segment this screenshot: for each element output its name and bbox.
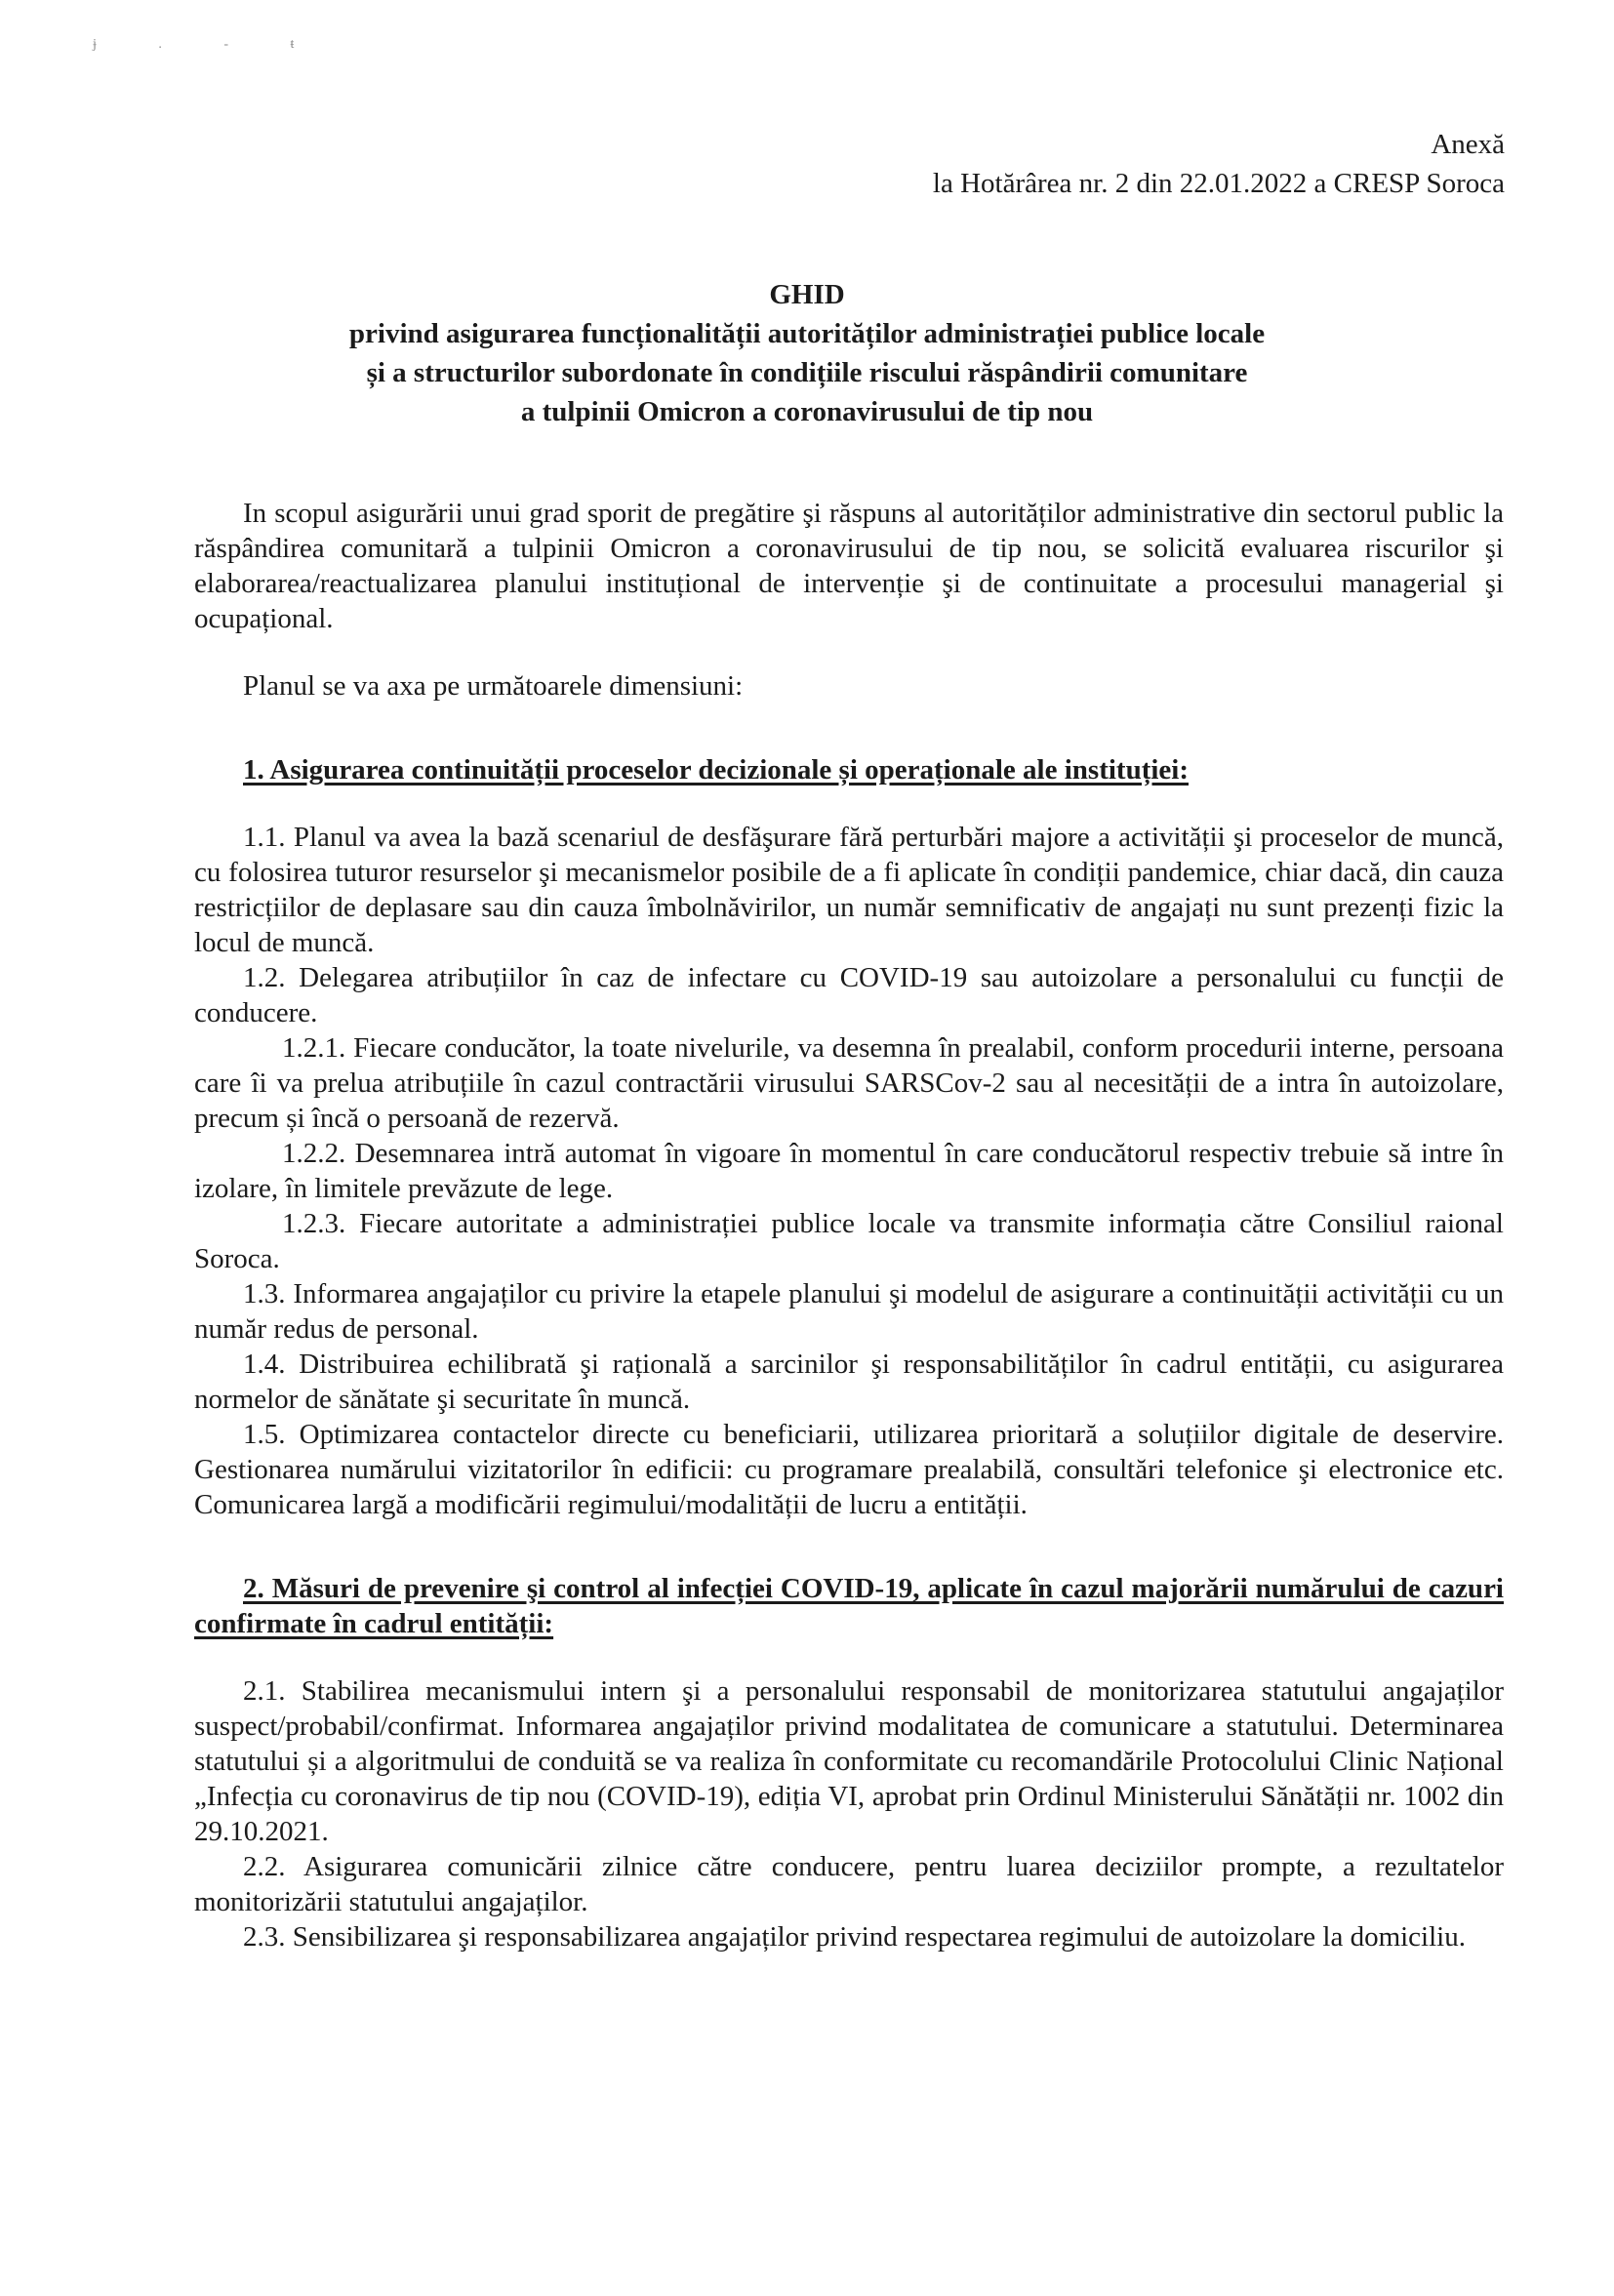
item-text: Delegarea atribuțiilor în caz de infectare cu COVID-19 sau autoizolare a personalului cu funcții de conducere.: [194, 962, 1504, 1028]
item-number: 1.2.3.: [282, 1208, 346, 1239]
item-number: 1.1.: [243, 822, 286, 853]
item-text: Optimizarea contactelor directe cu beneficiarii, utilizarea prioritară a soluțiilor digitale de deservire. Gestionarea numărului vizitatorilor în edificii: cu programare prealabilă, consultări telefonice şi electronice etc. Comunicarea largă a modificării regimului/modalității de lucru a entității.: [194, 1419, 1505, 1520]
title-subtitle-line: și a structurilor subordonate în condițiile riscului răspândirii comunitare: [366, 357, 1248, 388]
item-text: Fiecare conducător, la toate nivelurile, va desemna în prealabil, conform procedurii interne, persoana care îi va prelua atribuțiile în cazul contractării virusului SARSCov-2 sau al necesității de a intra în autoizolare, precum și încă o persoană de rezervă.: [194, 1032, 1504, 1134]
item-text: Stabilirea mecanismului intern şi a personalului responsabil de monitorizarea statutului angajaților suspect/probabil/confirmat. Informarea angajaților privind modalitatea de comunicare a statutului. Determinarea statutului și a algoritmului de conduită se va realiza în conformitate cu recomandările Protocolului Clinic Național „Infecția cu coronavirus de tip nou (COVID-19), ediția VI, aprobat prin Ordinul Ministerului Sănătății nr. 1002 din 29.10.2021.: [194, 1675, 1504, 1847]
title-main: GHID: [769, 279, 845, 310]
list-item: [194, 1849, 1504, 1919]
list-item: [194, 1276, 1504, 1347]
item-number: 2.2.: [243, 1851, 286, 1882]
list-item: [194, 1136, 1504, 1206]
list-item: [194, 1673, 1504, 1849]
list-item: [194, 1347, 1504, 1417]
list-item: [194, 1417, 1504, 1522]
scan-artifact-marks: ɉ . ‐ ŧ: [93, 37, 324, 52]
annex-header: [933, 125, 1505, 203]
document-body: [194, 496, 1504, 1954]
list-item: [194, 1206, 1504, 1276]
item-text: Sensibilizarea şi responsabilizarea angajaților privind respectarea regimului de autoizolare la domiciliu.: [292, 1921, 1466, 1953]
item-number: 1.4.: [243, 1349, 286, 1380]
document-title: [0, 275, 1614, 431]
item-text: Informarea angajaților cu privire la etapele planului şi modelul de asigurare a continuității activității cu un număr redus de personal.: [194, 1278, 1505, 1345]
list-item: [194, 1919, 1504, 1954]
item-text: Asigurarea comunicării zilnice către conducere, pentru luarea deciziilor prompte, a rezultatelor monitorizării statutului angajaților.: [194, 1851, 1505, 1917]
plan-dimensions-text: Planul se va axa pe următoarele dimensiuni:: [243, 670, 744, 702]
title-subtitle-line: a tulpinii Omicron a coronavirusului de tip nou: [520, 396, 1094, 427]
section-1-heading: 1. Asigurarea continuității proceselor decizionale și operaționale ale instituției:: [243, 754, 1189, 785]
list-item: [194, 960, 1504, 1030]
item-number: 1.5.: [243, 1419, 286, 1450]
item-text: Desemnarea intră automat în vigoare în momentul în care conducătorul respectiv trebuie să intre în izolare, în limitele prevăzute de lege.: [194, 1138, 1505, 1204]
item-number: 1.2.: [243, 962, 286, 993]
annex-reference: la Hotărârea nr. 2 din 22.01.2022 a CRESP Soroca: [932, 168, 1505, 199]
annex-label: Anexă: [1431, 129, 1505, 160]
item-number: 1.3.: [243, 1278, 286, 1309]
list-item: [194, 820, 1504, 960]
item-text: Fiecare autoritate a administrației publice locale va transmite informația către Consiliul raional Soroca.: [194, 1208, 1504, 1274]
section-2-heading: 2. Măsuri de prevenire şi control al infecției COVID-19, aplicate în cazul majorării numărului de cazuri confirmate în cadrul entității:: [194, 1573, 1504, 1639]
item-text: Planul va avea la bază scenariul de desfăşurare fără perturbări majore a activității şi proceselor de muncă, cu folosirea tuturor resurselor şi mecanismelor posibile de a fi aplicate în condiții pandemice, chiar dacă, din cauza restricțiilor de deplasare sau din cauza îmbolnăvirilor, un număr semnificativ de angajați nu sunt prezenți fizic la locul de muncă.: [194, 822, 1505, 958]
item-number: 2.3.: [243, 1921, 286, 1953]
intro-paragraph: In scopul asigurării unui grad sporit de pregătire şi răspuns al autorităților administrative din sectorul public la răspândirea comunitară a tulpinii Omicron a coronavirusului de tip nou, se solicită evaluarea riscurilor şi elaborarea/reactualizarea planului instituțional de intervenție şi de continuitate a procesului managerial şi ocupațional.: [194, 498, 1504, 634]
list-item: [194, 1030, 1504, 1136]
title-subtitle-line: privind asigurarea funcționalității autorităților administrației publice locale: [348, 318, 1266, 349]
item-text: Distribuirea echilibrată şi rațională a sarcinilor şi responsabilităților în cadrul entității, cu asigurarea normelor de sănătate şi securitate în muncă.: [194, 1349, 1504, 1415]
item-number: 2.1.: [243, 1675, 286, 1707]
item-number: 1.2.2.: [282, 1138, 346, 1169]
item-number: 1.2.1.: [282, 1032, 346, 1064]
